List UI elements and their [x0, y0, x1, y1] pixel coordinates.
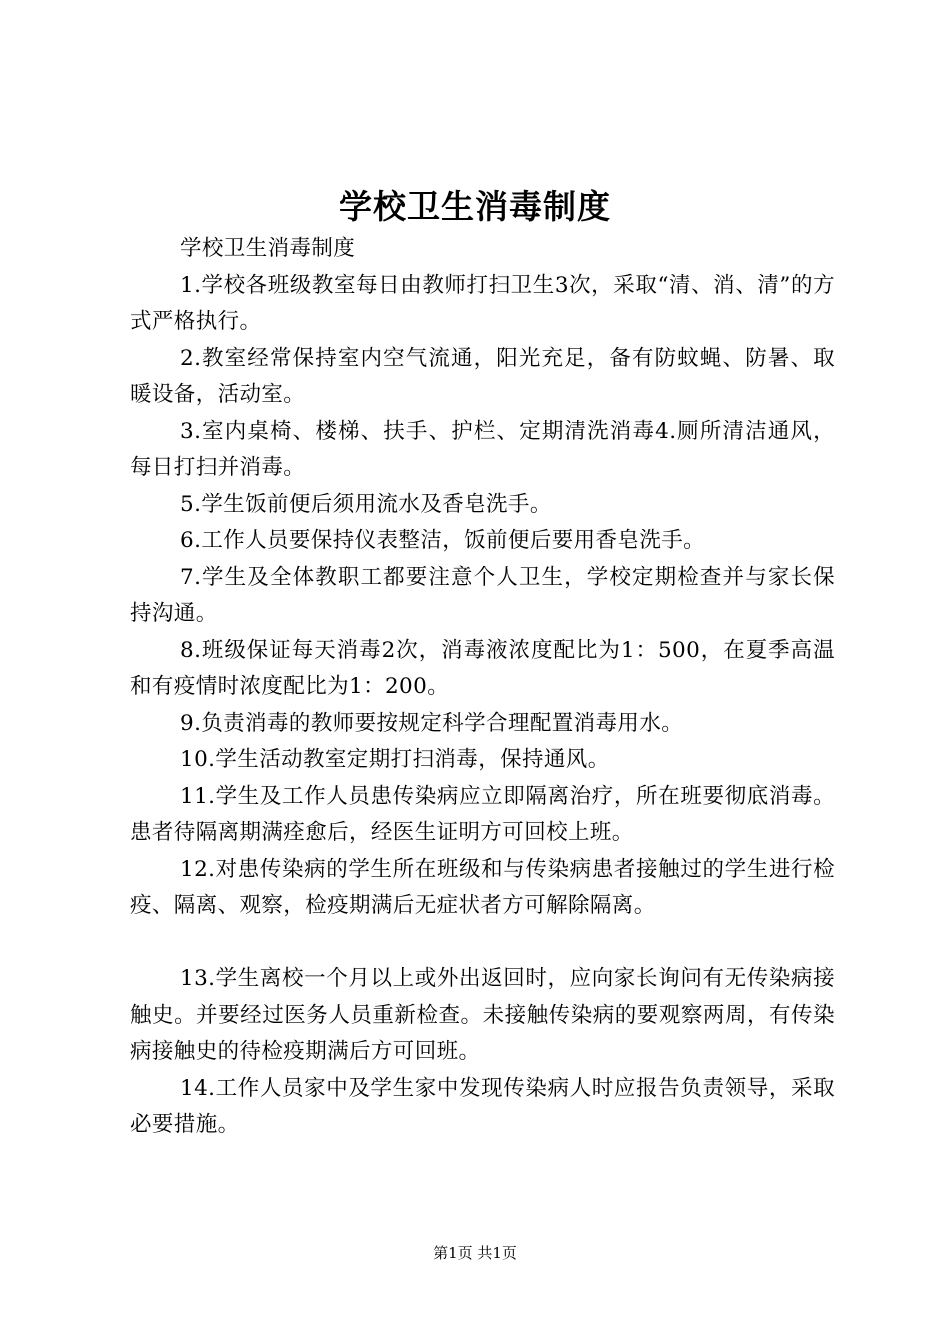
rule-paragraph-14: 14.工作人员家中及学生家中发现传染病人时应报告负责领导，采取必要措施。 — [130, 1075, 835, 1137]
rule-paragraph-8: 8.班级保证每天消毒2次，消毒液浓度配比为1：500，在夏季高温和有疫情时浓度配比为1：200。 — [130, 637, 835, 699]
page-footer: 第1页 共1页 — [433, 1244, 517, 1262]
paragraph-gap — [130, 925, 835, 962]
rule-paragraph-5: 5.学生饭前便后须用流水及香皂洗手。 — [180, 491, 552, 517]
rule-paragraph-7: 7.学生及全体教职工都要注意个人卫生，学校定期检查并与家长保持沟通。 — [130, 564, 835, 626]
document-body — [130, 231, 835, 1144]
rule-paragraph-12: 12.对患传染病的学生所在班级和与传染病患者接触过的学生进行检疫、隔离、观察，检疫期满后无症状者方可解除隔离。 — [130, 856, 835, 918]
document-title: 学校卫生消毒制度 — [339, 187, 611, 226]
rule-paragraph-2: 2.教室经常保持室内空气流通，阳光充足，备有防蚊蝇、防暑、取暖设备，活动室。 — [130, 345, 835, 407]
document-subtitle: 学校卫生消毒制度 — [180, 236, 356, 261]
rule-paragraph-9: 9.负责消毒的教师要按规定科学合理配置消毒用水。 — [180, 710, 684, 736]
rule-paragraph-3-4: 3.室内桌椅、楼梯、扶手、护栏、定期清洗消毒4.厕所清洁通风，每日打扫并消毒。 — [130, 418, 835, 480]
rule-paragraph-10: 10.学生活动教室定期打扫消毒，保持通风。 — [180, 747, 610, 772]
rule-paragraph-1: 1.学校各班级教室每日由教师打扫卫生3次，采取“清、消、清”的方式严格执行。 — [130, 272, 835, 334]
rule-paragraph-13: 13.学生离校一个月以上或外出返回时，应向家长询问有无传染病接触史。并要经过医务人员重新检查。未接触传染病的要观察两周，有传染病接触史的待检疫期满后方可回班。 — [130, 966, 835, 1064]
rule-paragraph-11: 11.学生及工作人员患传染病应立即隔离治疗，所在班要彻底消毒。患者待隔离期满痊愈后，经医生证明方可回校上班。 — [130, 783, 835, 845]
rule-paragraph-6: 6.工作人员要保持仪表整洁，饭前便后要用香皂洗手。 — [180, 528, 706, 553]
